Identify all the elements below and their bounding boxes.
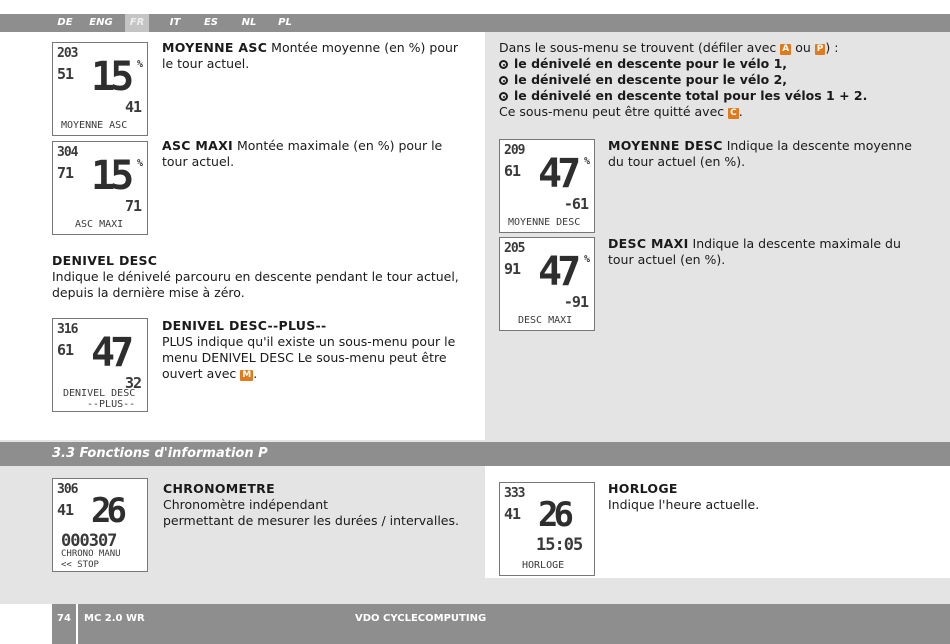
lcd-big-value: 47 (538, 249, 577, 295)
lcd-big-value: 15 (91, 153, 130, 199)
bullet-item-2: le dénivelé en descente pour le vélo 2, (499, 72, 787, 88)
moyenne-desc-title: MOYENNE DESC (608, 138, 723, 153)
percent-icon: % (583, 156, 590, 167)
lang-tab-eng[interactable]: ENG (89, 17, 113, 28)
lcd-small-value: 32 (124, 374, 141, 392)
lcd-line2: 41 (57, 501, 74, 519)
section-title: 3.3 Fonctions d'information P (52, 446, 268, 461)
lcd-line1: 333 (504, 486, 525, 501)
bullet-icon (499, 76, 508, 85)
lcd-label: DESC MAXI (518, 315, 573, 326)
lcd-horloge (499, 482, 595, 576)
bullet-icon (499, 60, 508, 69)
denivel-desc-block (52, 253, 472, 301)
chronometre-line1: Chronomètre indépendant (163, 497, 329, 512)
percent-icon: % (136, 158, 143, 169)
lcd-label: ASC MAXI (75, 219, 124, 230)
lcd-denivel-desc-plus (52, 318, 148, 412)
moyenne-asc-desc (162, 40, 462, 72)
page-number: 74 (57, 613, 71, 624)
moyenne-asc-text: Montée moyenne (en %) pour le tour actuel. (162, 40, 459, 71)
horloge-title: HORLOGE (608, 481, 678, 496)
footer-separator (76, 604, 78, 644)
bullet-item-3: le dénivelé en descente total pour les vélos 1 + 2. (499, 88, 867, 104)
lcd-label: MOYENNE ASC (61, 120, 128, 131)
percent-icon: % (583, 254, 590, 265)
lcd-small-value: 41 (124, 98, 141, 116)
chronometre-title: CHRONOMETRE (163, 481, 275, 496)
desc-maxi-desc (608, 236, 928, 268)
lcd-big-value: 15 (91, 54, 130, 100)
lcd-label: HORLOGE (522, 560, 565, 571)
key-m-icon: M (242, 370, 252, 380)
lcd-line2: 51 (57, 65, 74, 83)
lcd-clock-value: 15:05 (536, 535, 583, 555)
lcd-line2: 61 (57, 341, 74, 359)
lcd-small-value: -91 (563, 293, 588, 311)
lang-tab-it[interactable]: IT (169, 17, 181, 28)
key-c-icon: C (730, 108, 737, 118)
lang-tab-de[interactable]: DE (57, 17, 73, 28)
lcd-line1: 306 (57, 482, 78, 497)
horloge-text: Indique l'heure actuelle. (608, 497, 760, 512)
model-name: MC 2.0 WR (84, 613, 145, 624)
lcd-line1: 304 (57, 145, 78, 160)
denivel-desc-plus-text: PLUS indique qu'il existe un sous-menu pour le menu DENIVEL DESC Le sous-menu peut être ouvert avec (162, 334, 456, 381)
submenu-exit: Ce sous-menu peut être quitté avec C . (499, 104, 743, 119)
submenu-intro: Dans le sous-menu se trouvent (défiler avec A ou P ) : (499, 40, 839, 55)
lcd-line2: 61 (504, 162, 521, 180)
lang-tab-pl[interactable]: PL (278, 17, 292, 28)
moyenne-desc-desc (608, 138, 928, 170)
horloge-desc (608, 481, 928, 513)
lcd-label-stop: << STOP (61, 560, 99, 570)
lcd-asc-maxi (52, 141, 148, 235)
lcd-line1: 205 (504, 241, 525, 256)
lcd-small-value: 71 (124, 197, 141, 215)
asc-maxi-desc (162, 138, 462, 170)
lcd-big-value: 26 (538, 495, 569, 535)
lcd-small-value: -61 (563, 195, 588, 213)
lang-tab-nl[interactable]: NL (241, 17, 257, 28)
lcd-label: MOYENNE DESC (508, 217, 581, 228)
lcd-label: DENIVEL DESC (63, 388, 136, 399)
lcd-line1: 203 (57, 46, 78, 61)
lcd-chronometre (52, 478, 148, 572)
lcd-big-value: 47 (91, 330, 130, 376)
denivel-desc-plus-desc: DENIVEL DESC--PLUS-- PLUS indique qu'il existe un sous-menu pour le menu DENIVEL DESC Le sous-menu peut être ouvert avec M . (162, 318, 456, 381)
lcd-chrono-value: 000307 (61, 531, 117, 551)
lcd-moyenne-asc (52, 42, 148, 136)
denivel-desc-title: DENIVEL DESC (52, 253, 158, 268)
asc-maxi-text: Montée maximale (en %) pour le tour actuel. (162, 138, 443, 169)
lcd-line1: 209 (504, 143, 525, 158)
chronometre-desc (163, 481, 473, 529)
footer-bar (52, 604, 950, 644)
lang-tab-es[interactable]: ES (203, 17, 219, 28)
moyenne-asc-title: MOYENNE ASC (162, 40, 268, 55)
lcd-line2: 91 (504, 260, 521, 278)
lcd-moyenne-desc (499, 139, 595, 233)
desc-maxi-text: Indique la descente maximale du tour actuel (en %). (608, 236, 901, 267)
lcd-line1: 316 (57, 322, 78, 337)
lcd-desc-maxi (499, 237, 595, 331)
bullet-item-1: le dénivelé en descente pour le vélo 1, (499, 56, 787, 72)
moyenne-desc-text: Indique la descente moyenne du tour actuel (en %). (608, 138, 912, 169)
lcd-big-value: 47 (538, 151, 577, 197)
desc-maxi-title: DESC MAXI (608, 236, 689, 251)
lang-tab-fr[interactable]: FR (125, 14, 149, 32)
key-p-icon: P (816, 44, 824, 54)
asc-maxi-title: ASC MAXI (162, 138, 234, 153)
lcd-label-plus: --PLUS-- (87, 399, 136, 410)
lcd-line2: 41 (504, 505, 521, 523)
lcd-label: CHRONO MANU (61, 549, 121, 559)
bullet-icon (499, 92, 508, 101)
denivel-desc-text: Indique le dénivelé parcouru en descente pendant le tour actuel, depuis la dernière mise à zéro. (52, 269, 459, 300)
lcd-big-value: 26 (91, 491, 122, 531)
lcd-line2: 71 (57, 164, 74, 182)
denivel-desc-plus-title: DENIVEL DESC--PLUS-- (162, 318, 327, 333)
percent-icon: % (136, 59, 143, 70)
brand-name: VDO CYCLECOMPUTING (355, 613, 487, 624)
key-a-icon: A (782, 44, 790, 54)
chronometre-line2: permettant de mesurer les durées / intervalles. (163, 513, 459, 528)
